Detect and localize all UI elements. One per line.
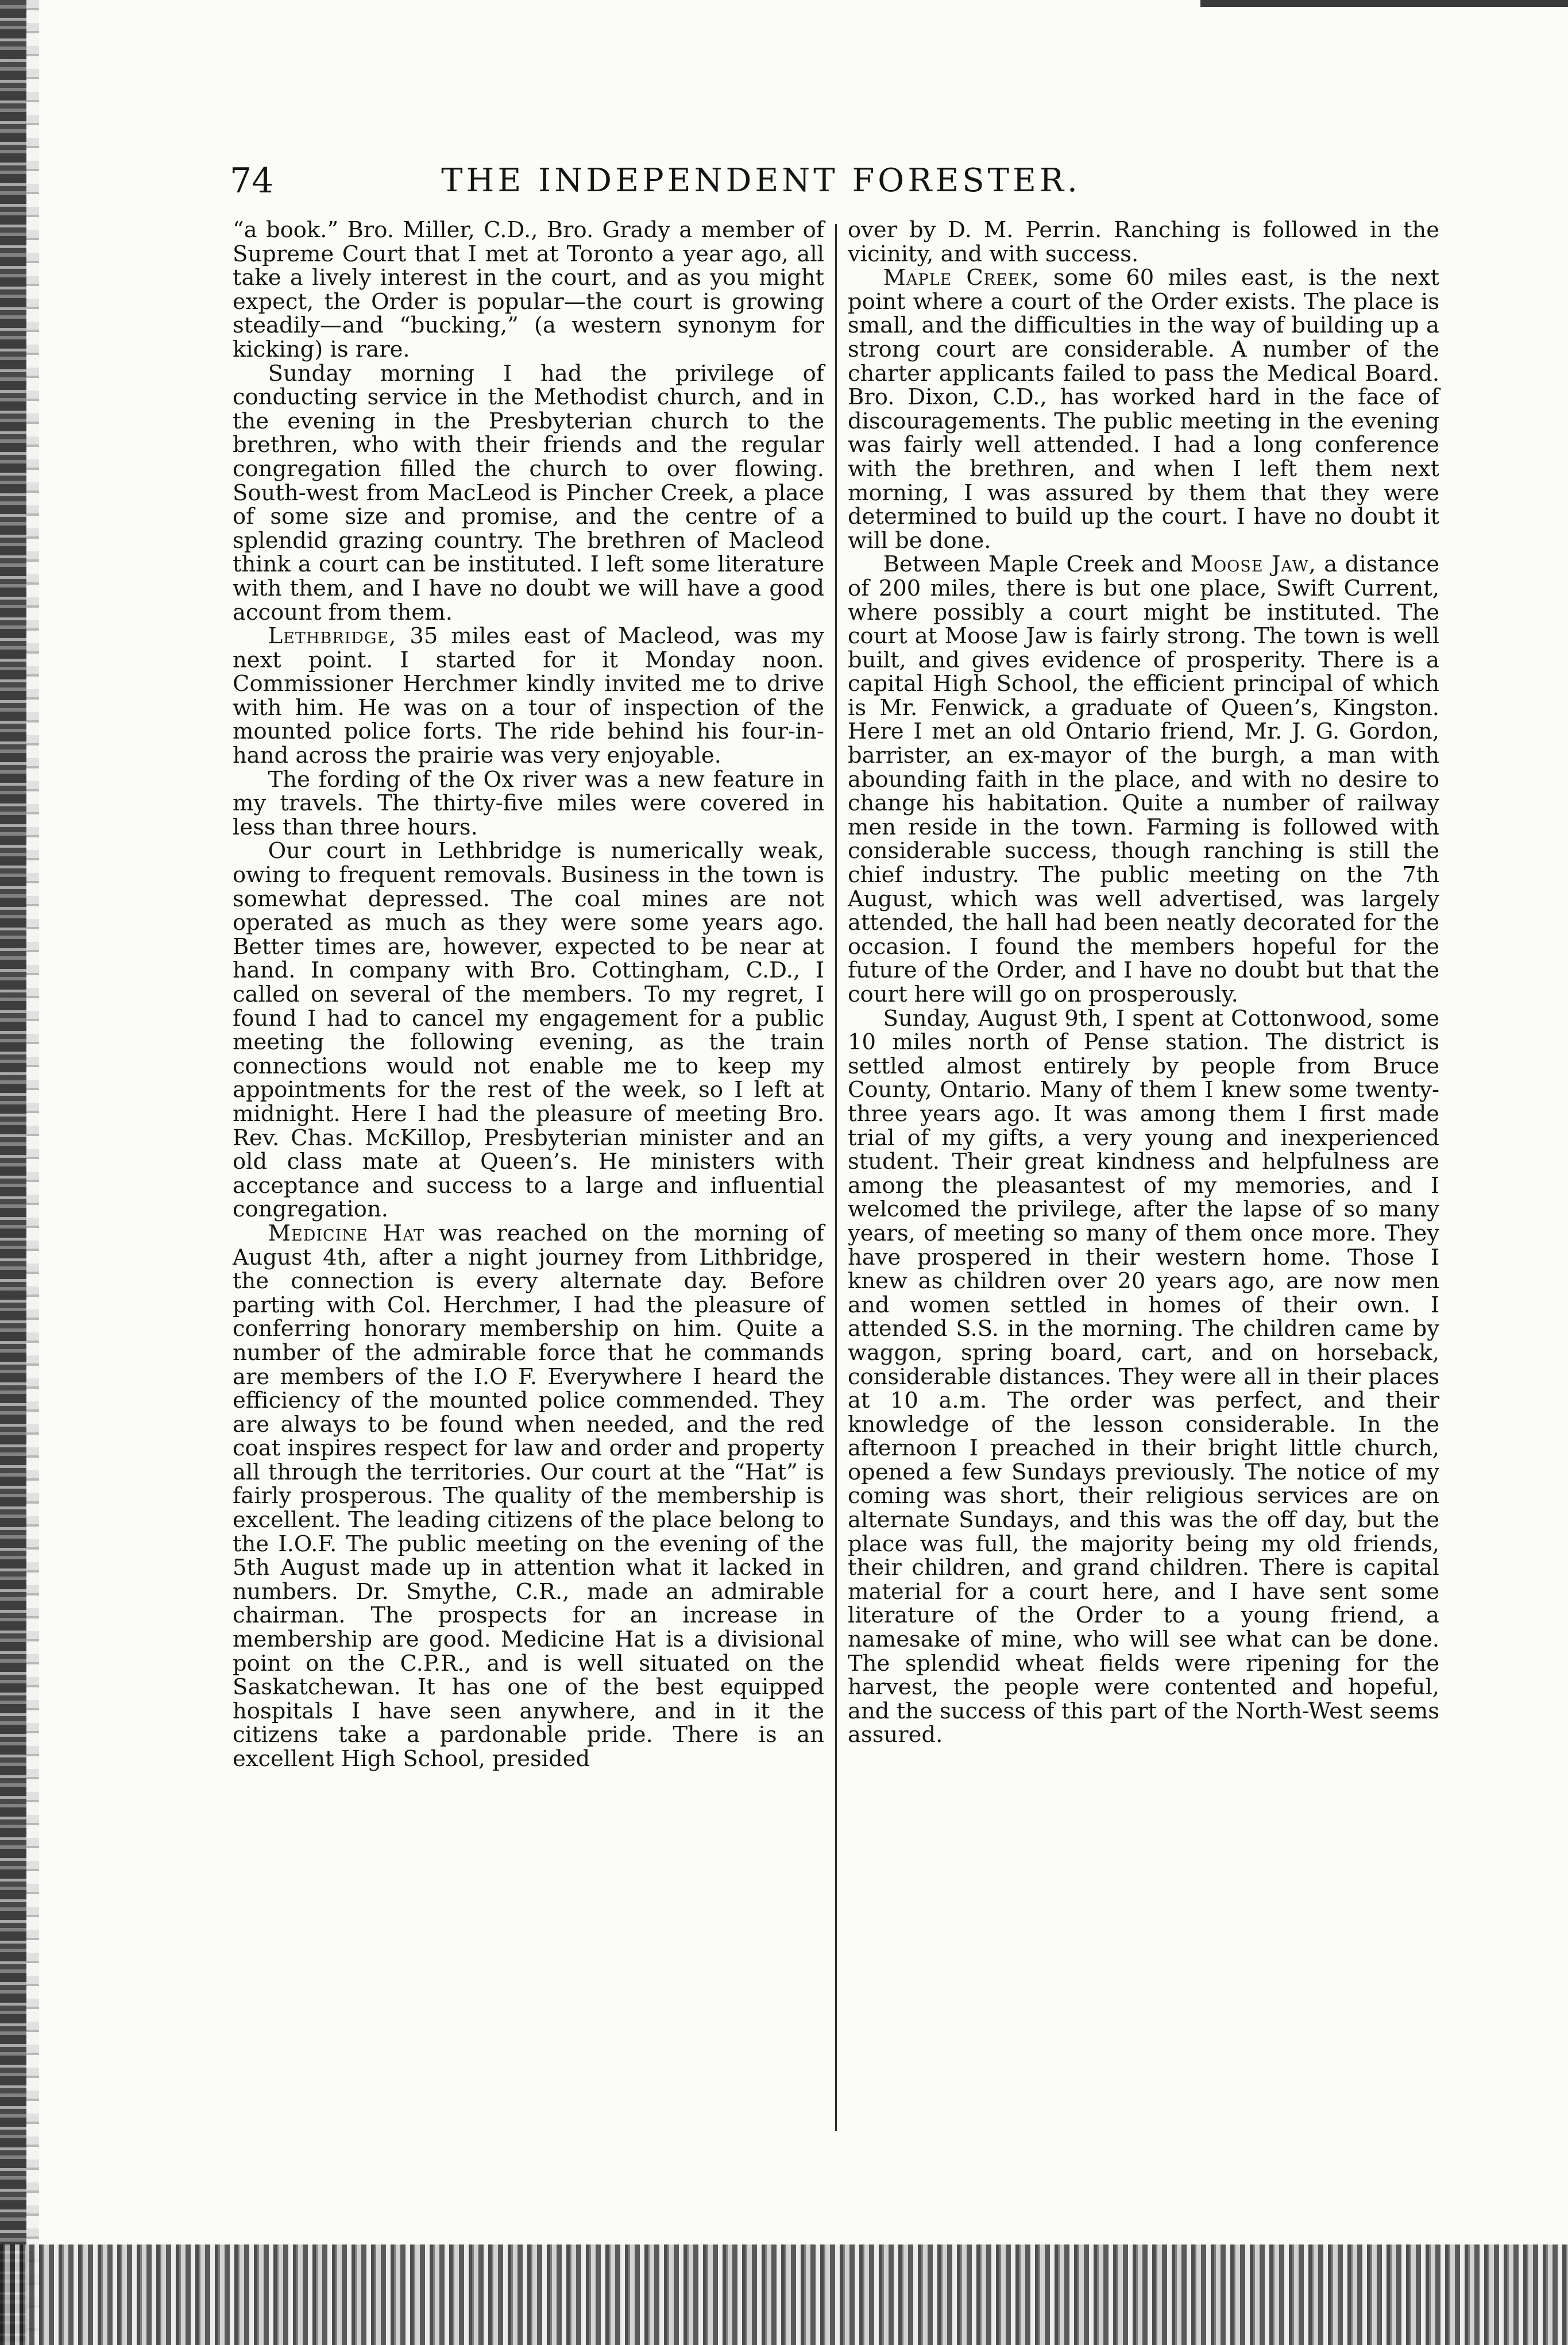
paragraph-text: over by D. M. Perrin. Ranching is followed in the vicinity, and with success. bbox=[848, 217, 1439, 267]
column-divider bbox=[835, 224, 837, 2131]
paragraph-text: was reached on the morning of August 4th, after a night journey from Lithbridge, the connection is every alternate day. Before parting with Col. Herchmer, I had the pleasure of conferring honorary membership on him. Quite a number of the admirable force that he commands are members of the I.O F. Everywhere I heard the efficiency of the mounted police commended. They are always to be found when needed, and the red coat inspires respect for law and order and property all through the territories. Our court at the “Hat” is fairly prosperous. The quality of the membership is excellent. The leading citizens of the place belong to the I.O.F. The public meeting on the evening of the 5th August made up in attention what it lacked in numbers. Dr. Smythe, C.R., made an admirable chairman. The prospects for an increase in membership are good. Medicine Hat is a divisional point on the C.P.R., and is well situated on the Saskatchewan. It has one of the best equipped hospitals I have seen anywhere, and in it the citizens take a pardonable pride. There is an excellent High School, presided bbox=[233, 1220, 824, 1772]
place-name-inline: Moose Jaw, bbox=[1190, 551, 1316, 578]
paragraph bbox=[233, 839, 824, 1222]
paragraph-text: The fording of the Ox river was a new feature in my travels. The thirty-five miles were covered in less than three hours. bbox=[233, 766, 824, 840]
paragraph bbox=[848, 1007, 1439, 1747]
paragraph bbox=[848, 266, 1439, 553]
paragraph bbox=[848, 218, 1439, 266]
paragraph-text: “a book.” Bro. Miller, C.D., Bro. Grady a member of Supreme Court that I met at Toronto a year ago, all take a lively interest in the court, and as you might expect, the Order is popular—the court is growing steadily—and “bucking,” (a western synonym for kicking) is rare. bbox=[233, 217, 824, 362]
top-edge-mark bbox=[1200, 0, 1568, 7]
right-column bbox=[848, 218, 1439, 2148]
left-column bbox=[233, 218, 824, 2148]
paragraph bbox=[233, 218, 824, 362]
paragraph-text: Sunday, August 9th, I spent at Cottonwood, some 10 miles north of Pense station. The district is settled almost entirely by people from Bruce County, Ontario. Many of them I knew some twenty-three years ago. It was among them I first made trial of my gifts, a very young and inexperienced student. Their great kindness and helpfulness are among the pleasantest of my memories, and I welcomed the privilege, after the lapse of so many years, of meeting so many of them once more. They have prospered in their western home. Those I knew as children over 20 years ago, are now men and women settled in homes of their own. I attended S.S. in the morning. The children came by waggon, spring board, cart, and on horseback, considerable distances. They were all in their places at 10 a.m. The order was perfect, and their knowledge of the lesson considerable. In the afternoon I preached in their bright little church, opened a few Sundays previously. The notice of my coming was short, their religious services are on alternate Sundays, and this was the off day, but the place was full, the majority being my old friends, their children, and grand children. There is capital material for a court here, and I have sent some literature of the Order to a young friend, a namesake of mine, who will see what can be done. The splendid wheat fields were ripening for the harvest, the people were contented and hopeful, and the success of this part of the North-West seems assured. bbox=[848, 1005, 1439, 1748]
paragraph bbox=[233, 1222, 824, 1771]
paragraph bbox=[848, 553, 1439, 1006]
running-title: THE INDEPENDENT FORESTER. bbox=[441, 162, 1081, 199]
scan-bottom-edge bbox=[0, 2244, 1568, 2345]
page-header bbox=[230, 155, 1126, 207]
paragraph bbox=[233, 362, 824, 625]
place-name-lead: Lethbridge, bbox=[268, 623, 397, 650]
paragraph bbox=[233, 768, 824, 840]
paragraph-text: 35 miles east of Macleod, was my next point. I started for it Monday noon. Commissioner Herchmer kindly invited me to drive with him. He was on a tour of inspection of the mounted police forts. The ride behind his four-in-hand across the prairie was very enjoyable. bbox=[233, 623, 824, 769]
paragraph bbox=[233, 624, 824, 768]
binding-edge-highlight bbox=[26, 0, 39, 2345]
paragraph-text: Between Maple Creek and bbox=[883, 551, 1191, 578]
place-name-lead: Medicine Hat bbox=[268, 1220, 425, 1246]
binding-edge-shadow bbox=[0, 0, 26, 2345]
paragraph-text: a distance of 200 miles, there is but one place, Swift Current, where possibly a court might be instituted. The court at Moose Jaw is fairly strong. The town is well built, and gives evidence of prosperity. There is a capital High School, the efficient principal of which is Mr. Fenwick, a graduate of Queen’s, Kingston. Here I met an old Ontario friend, Mr. J. G. Gordon, barrister, an ex-mayor of the burgh, a man with abounding faith in the place, and with no desire to change his habitation. Quite a number of railway men reside in the town. Farming is followed with considerable success, though ranching is still the chief industry. The public meeting on the 7th August, which was well advertised, was largely attended, the hall had been neatly decorated for the occasion. I found the members hopeful for the future of the Order, and I have no doubt but that the court here will go on prosperously. bbox=[848, 551, 1440, 1007]
paragraph-text: some 60 miles east, is the next point where a court of the Order exists. The place is small, and the difficulties in the way of building up a strong court are considerable. A number of the charter applicants failed to pass the Medical Board. Bro. Dixon, C.D., has worked hard in the face of discouragements. The public meeting in the evening was fairly well attended. I had a long conference with the brethren, and when I left them next morning, I was assured by them that they were determined to build up the court. I have no doubt it will be done. bbox=[848, 265, 1439, 554]
paragraph-text: Sunday morning I had the privilege of conducting service in the Methodist church, and in the evening in the Presbyterian church to the brethren, who with their friends and the regular congregation filled the church to over flowing. South-west from MacLeod is Pincher Creek, a place of some size and promise, and the centre of a splendid grazing country. The brethren of Macleod think a court can be instituted. I left some literature with them, and I have no doubt we will have a good account from them. bbox=[233, 360, 824, 625]
page-number: 74 bbox=[230, 161, 274, 201]
place-name-lead: Maple Creek, bbox=[883, 265, 1040, 291]
paragraph-text: Our court in Lethbridge is numerically weak, owing to frequent removals. Business in the town is somewhat depressed. The coal mines are not operated as much as they were some years ago. Better times are, however, expected to be near at hand. In company with Bro. Cottingham, C.D., I called on several of the members. To my regret, I found I had to cancel my engagement for a public meeting the following evening, as the train connections would not enable me to keep my appointments for the rest of the week, so I left at midnight. Here I had the pleasure of meeting Bro. Rev. Chas. McKillop, Presbyterian minister and an old class mate at Queen’s. He ministers with acceptance and success to a large and influential congregation. bbox=[233, 838, 824, 1223]
